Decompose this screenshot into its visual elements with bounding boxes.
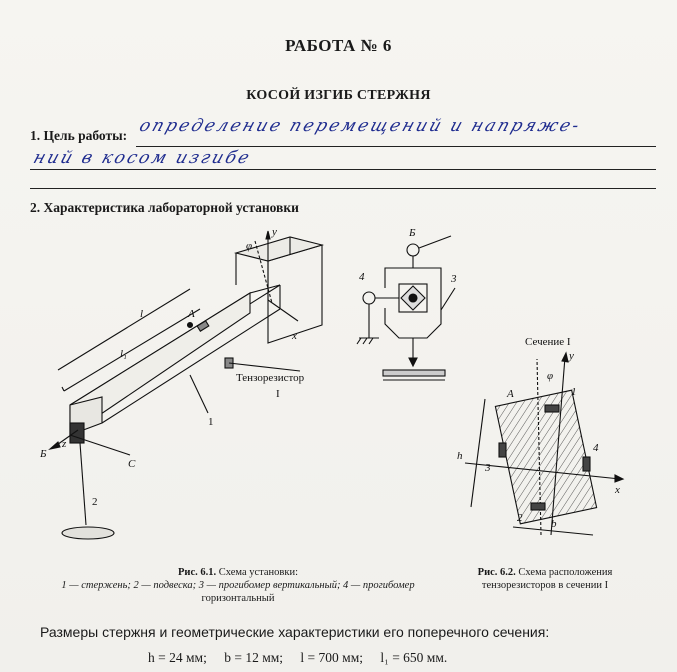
fig1-angle-phi: φ [246,240,253,252]
fig1-length-l1: l₁ [120,348,127,360]
fig2-point-a: A [507,388,514,400]
fig1-caption-legend-1: 1 — стержень; 2 — подвеска; 3 — прогибомер вертикальный; 4 — прогибомер [61,580,415,591]
fig2-axis-y: y [569,350,574,362]
dimensions-intro: Размеры стержня и геометрические характеристики его поперечного сечения: [40,624,550,640]
fig1-length-l: l [140,308,144,320]
fig2-gauge-4: 4 [593,442,599,454]
figure-6-1-caption [28,566,448,605]
dim-h: h = 24 мм; [148,650,207,665]
fig2-dim-h: h [457,450,463,462]
fig2-caption-number: Рис. 6.2. [477,567,516,578]
fig1-section-roman: I [276,388,280,400]
handwritten-goal-line-2: ний в косом изгибе [30,148,255,168]
fig1-direction-b: Б [40,448,47,460]
fig2-caption-line-2: тензорезисторов в сечении I [481,580,609,591]
section-2-heading: 2. Характеристика лабораторной установки [30,200,299,215]
fig1-axis-y: y [272,226,277,238]
dimensions-values [148,650,461,666]
detail-label-4: 4 [359,271,365,283]
dim-l1: l₁ = 650 мм. [380,650,448,665]
fig1-point-c: C [128,458,136,470]
detail-label-b: Б [409,228,416,239]
fig1-caption-legend-2: горизонтальный [201,593,275,604]
fig2-gauge-3: 3 [485,462,491,474]
dim-l: l = 700 мм; [300,650,363,665]
fig2-gauge-1: 1 [571,386,577,398]
fig2-angle-phi: φ [547,370,554,382]
goal-underline-3 [30,188,656,189]
detail-label-3: 3 [451,273,457,285]
goal-label: 1. Цель работы: [30,128,128,143]
fig1-axis-x: x [292,330,297,342]
fig1-caption-title: Схема установки: [218,567,298,578]
installation-diagram [40,225,340,555]
topic-title: КОСОЙ ИЗГИБ СТЕРЖНЯ [246,88,431,103]
goal-underline-1 [136,146,656,147]
handwritten-goal-line-1: определение перемещений и напряже- [136,116,584,136]
deflection-gauge-detail [355,228,465,398]
fig2-caption-line-1: Схема расположения [518,567,613,578]
figure-6-2-caption [450,566,640,592]
dim-b: b = 12 мм; [224,650,284,665]
fig1-axis-z: z [62,438,67,450]
work-title: РАБОТА № 6 [285,36,392,55]
fig1-callout-1: 1 [208,416,214,428]
fig1-tenzo-label: Тензорезистор [236,372,305,384]
fig2-section-title: Сечение I [525,336,571,348]
fig1-caption-number: Рис. 6.1. [177,567,217,578]
fig1-callout-2: 2 [92,496,98,508]
fig2-gauge-2: 2 [517,512,523,524]
fig1-point-a: A [188,308,195,320]
section-diagram [455,335,630,545]
goal-underline-2 [30,169,656,170]
fig2-axis-x: x [615,484,620,496]
fig2-dim-b: b [551,518,557,530]
